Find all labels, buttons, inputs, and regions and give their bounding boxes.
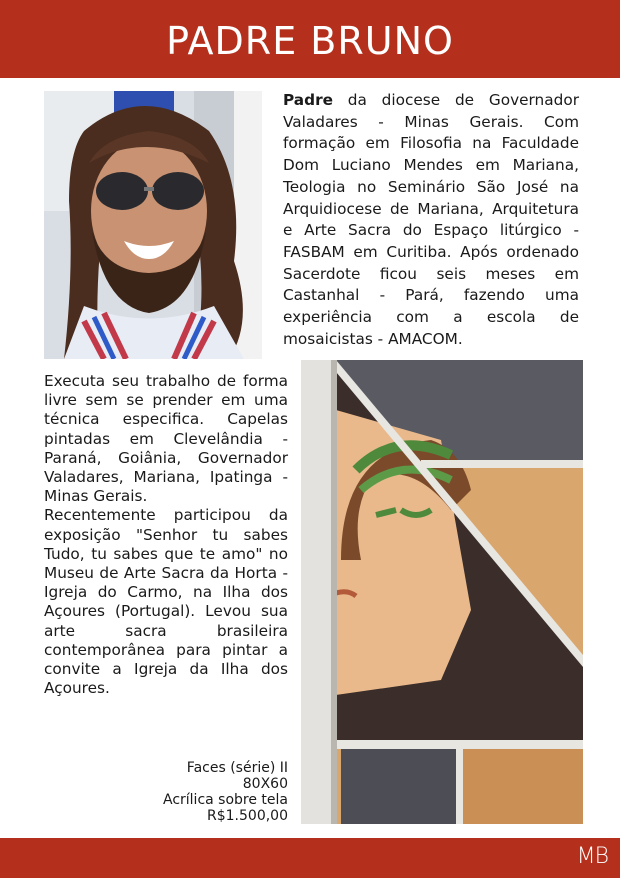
artwork-medium: Acrílica sobre tela [162,792,288,808]
header-banner [0,0,620,78]
bio-text: da diocese de Governador Valadares - Minas Gerais. Com formação em Filosofia na Faculdade Dom Luciano Mendes em Mariana, Teologia no Seminário São José na Arquidiocese de Mariana, Arquitetura e Arte Sacra do Espaço litúrgico - FASBAM em Curitiba. Após ordenado Sacerdote ficou seis meses em Castanhal - Pará, fazendo uma experiência com a escola de mosaicistas - AMACOM. [283,91,579,348]
bio-paragraph [283,90,579,350]
mb-logo: MB [576,844,608,869]
painting-image [301,360,583,824]
bio-lead: Padre [283,91,333,109]
page-title: PADRE BRUNO [166,19,454,63]
artwork-title: Faces (série) II [186,760,288,776]
artwork-price: R$1.500,00 [207,808,288,824]
artwork-caption [120,760,288,824]
work-description [44,372,288,698]
portrait-photo [44,91,262,359]
work-paragraph-1: Executa seu trabalho de forma livre sem se prender em uma técnica especifica. Capelas pintadas em Clevelândia - Paraná, Goiânia, Governador Valadares, Mariana, Ipatinga - Minas Gerais. [44,372,288,506]
work-paragraph-2: Recentemente participou da exposição "Senhor tu sabes Tudo, tu sabes que te amo" no Museu de Arte Sacra da Horta - Igreja do Carmo, na Ilha dos Açoures (Portugal). Levou sua arte sacra brasileira contemporânea para pintar a convite a Igreja da Ilha dos Açoures. [44,506,288,698]
footer-banner [0,838,620,878]
artwork-dimensions: 80X60 [242,776,288,792]
